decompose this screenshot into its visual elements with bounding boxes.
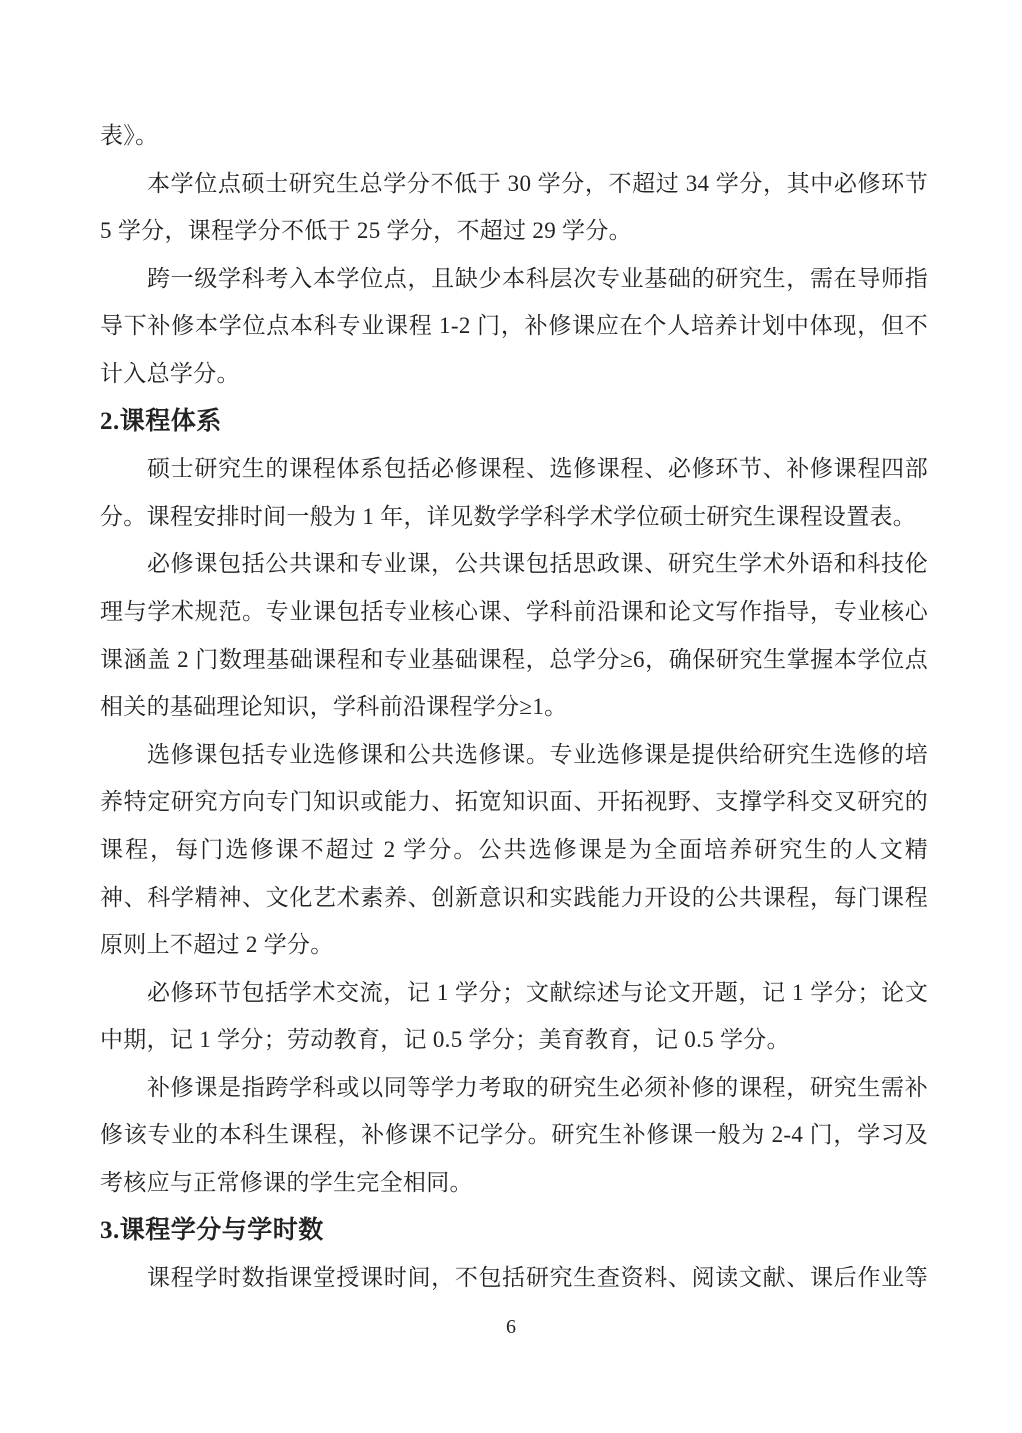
- text-line: 必修课包括公共课和专业课，公共课包括思政课、研究生学术外语和科技伦: [147, 551, 928, 577]
- text-line: 计入总学分。: [100, 360, 240, 386]
- text-line: 课程学时数指课堂授课时间，不包括研究生查资料、阅读文献、课后作业等: [147, 1265, 928, 1291]
- section-heading: [100, 398, 928, 446]
- text-line: 中期，记 1 学分；劳动教育，记 0.5 学分；美育教育，记 0.5 学分。: [100, 1027, 790, 1053]
- text-line: 课涵盖 2 门数理基础课程和专业基础课程，总学分≥6，确保研究生掌握本学位点: [100, 646, 928, 672]
- text-line: 神、科学精神、文化艺术素养、创新意识和实践能力开设的公共课程，每门课程: [100, 884, 928, 910]
- text-line: 理与学术规范。专业课包括专业核心课、学科前沿课和论文写作指导，专业核心: [100, 598, 928, 624]
- text-line: 分。课程安排时间一般为 1 年，详见数学学科学术学位硕士研究生课程设置表。: [100, 503, 917, 529]
- text-line: 修该专业的本科生课程，补修课不记学分。研究生补修课一般为 2-4 门，学习及: [100, 1122, 928, 1148]
- text-line: 考核应与正常修课的学生完全相同。: [100, 1170, 473, 1196]
- section-heading: [100, 1207, 928, 1255]
- page-number: 6: [506, 1316, 516, 1338]
- text-line: 导下补修本学位点本科专业课程 1-2 门，补修课应在个人培养计划中体现，但不: [100, 313, 928, 339]
- text-line: 硕士研究生的课程体系包括必修课程、选修课程、必修环节、补修课程四部: [147, 456, 928, 482]
- paragraph: [100, 1254, 928, 1302]
- text-line: 5 学分，课程学分不低于 25 学分，不超过 29 学分。: [100, 218, 632, 244]
- text-line: 相关的基础理论知识，学科前沿课程学分≥1。: [100, 694, 568, 720]
- paragraph: [100, 731, 928, 969]
- document-body: [100, 112, 928, 1302]
- paragraph: [100, 112, 928, 160]
- text-line: 原则上不超过 2 学分。: [100, 932, 334, 958]
- text-line: 必修环节包括学术交流，记 1 学分；文献综述与论文开题，记 1 学分；论文: [147, 979, 928, 1005]
- paragraph: [100, 445, 928, 540]
- text-line: 跨一级学科考入本学位点，且缺少本科层次专业基础的研究生，需在导师指: [147, 265, 928, 291]
- text-line: 课程，每门选修课不超过 2 学分。公共选修课是为全面培养研究生的人文精: [100, 836, 928, 862]
- paragraph: [100, 1064, 928, 1207]
- paragraph: [100, 540, 928, 730]
- paragraph: [100, 255, 928, 398]
- paragraph: [100, 969, 928, 1064]
- text-line: 本学位点硕士研究生总学分不低于 30 学分，不超过 34 学分，其中必修环节: [147, 170, 928, 196]
- text-line: 养特定研究方向专门知识或能力、拓宽知识面、开拓视野、支撑学科交叉研究的: [100, 789, 928, 815]
- text-line: 3.课程学分与学时数: [100, 1216, 324, 1244]
- text-line: 表》。: [100, 123, 159, 148]
- text-line: 2.课程体系: [100, 407, 222, 435]
- text-line: 补修课是指跨学科或以同等学力考取的研究生必须补修的课程，研究生需补: [147, 1074, 928, 1100]
- paragraph: [100, 160, 928, 255]
- text-line: 选修课包括专业选修课和公共选修课。专业选修课是提供给研究生选修的培: [147, 741, 928, 767]
